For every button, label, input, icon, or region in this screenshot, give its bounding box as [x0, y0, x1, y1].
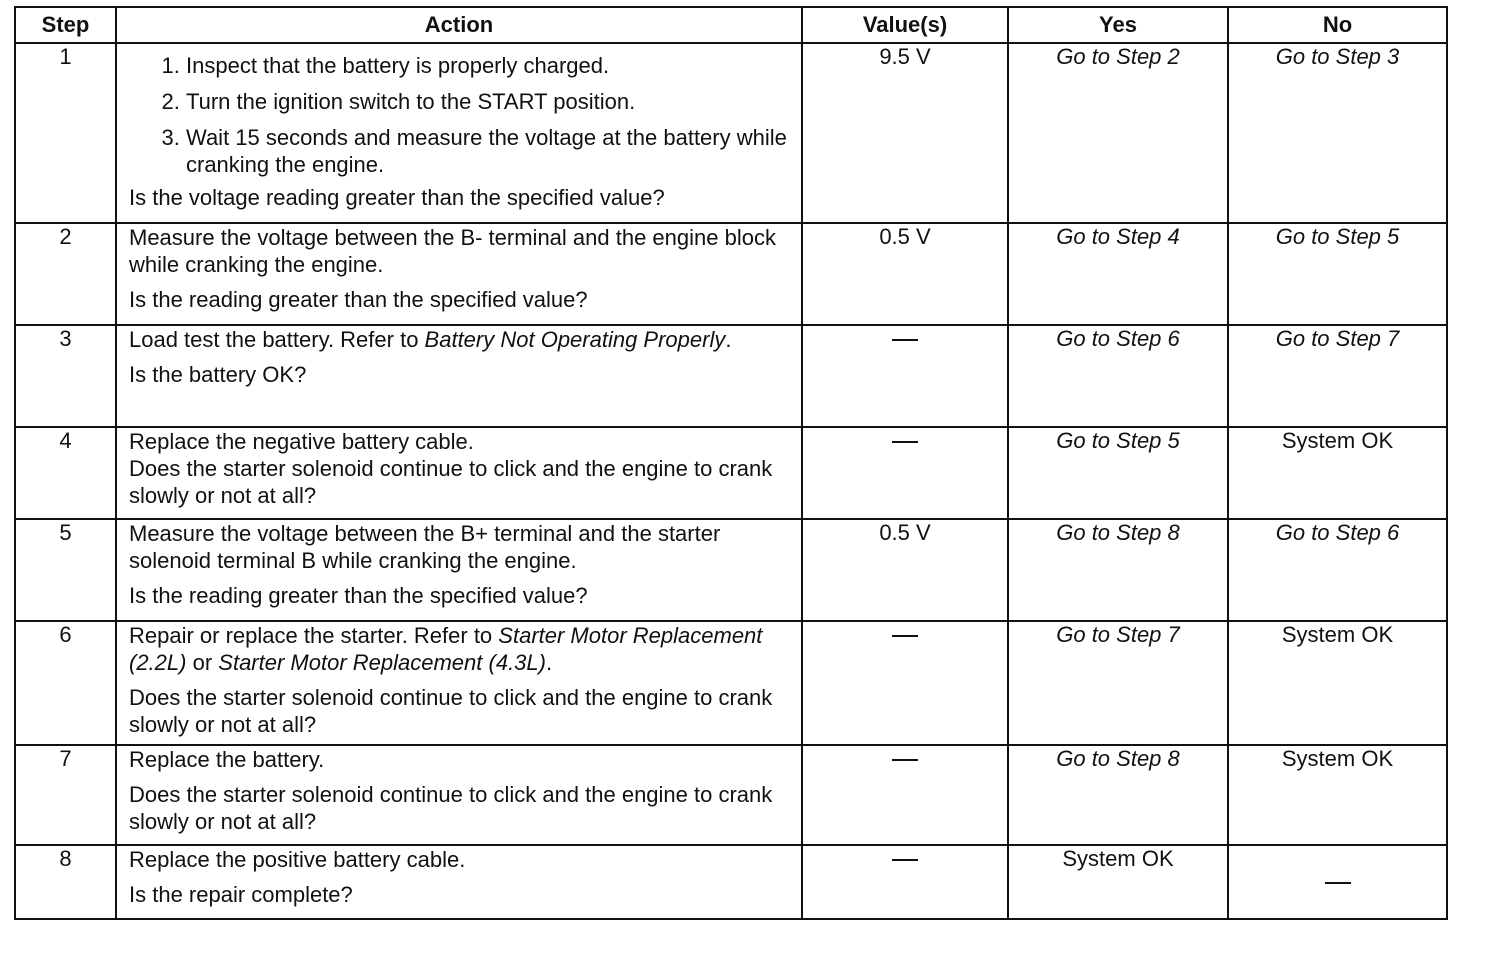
dash-mark: [892, 441, 918, 443]
no-result: System OK: [1228, 621, 1447, 745]
dash-mark: [892, 339, 918, 341]
action-text: Replace the positive battery cable.: [129, 847, 466, 872]
table-row: [15, 519, 1447, 621]
action-question: Is the repair complete?: [129, 882, 353, 907]
no-result: Go to Step 5: [1228, 223, 1447, 325]
table-row: [15, 325, 1447, 427]
action-text-part: Load test the battery. Refer to: [129, 327, 425, 352]
value-cell: [802, 325, 1008, 427]
no-result: Go to Step 7: [1228, 325, 1447, 427]
no-result: System OK: [1228, 427, 1447, 519]
action-text: Measure the voltage between the B+ terminal and the starter solenoid terminal B while cranking the engine.: [129, 521, 721, 573]
action-question: Is the reading greater than the specified value?: [129, 583, 588, 608]
no-result: System OK: [1228, 745, 1447, 845]
table-row: [15, 43, 1447, 223]
action-text-part: or: [186, 650, 219, 675]
header-value: Value(s): [802, 7, 1008, 43]
action-text-part: Repair or replace the starter. Refer to: [129, 623, 499, 648]
value-cell: [802, 427, 1008, 519]
header-step: Step: [15, 7, 116, 43]
substep: 1. Inspect that the battery is properly charged.: [186, 52, 789, 79]
value-cell: [802, 845, 1008, 919]
step-number: 6: [15, 621, 116, 745]
action-text: Replace the negative battery cable.: [129, 429, 474, 454]
dash-mark: [1325, 882, 1351, 884]
step-number: 2: [15, 223, 116, 325]
table-row: [15, 223, 1447, 325]
header-row: [15, 7, 1447, 43]
value-cell: 0.5 V: [802, 519, 1008, 621]
yes-result: Go to Step 6: [1008, 325, 1228, 427]
step-number: 7: [15, 745, 116, 845]
table-row: [15, 745, 1447, 845]
header-no: No: [1228, 7, 1447, 43]
step-number: 1: [15, 43, 116, 223]
value-cell: [802, 745, 1008, 845]
action-cell: [116, 519, 802, 621]
substep: 2. Turn the ignition switch to the START position.: [186, 88, 789, 115]
action-text: Measure the voltage between the B- terminal and the engine block while cranking the engine.: [129, 225, 776, 277]
reference-link: Battery Not Operating Properly: [424, 327, 726, 352]
substep-list: [129, 52, 789, 178]
dash-mark: [892, 859, 918, 861]
action-text-part: .: [545, 650, 553, 675]
action-question: Is the reading greater than the specified value?: [129, 287, 588, 312]
yes-result: System OK: [1008, 845, 1228, 919]
step-number: 8: [15, 845, 116, 919]
action-text: Replace the battery.: [129, 747, 325, 772]
step-number: 4: [15, 427, 116, 519]
table-row: [15, 845, 1447, 919]
yes-result: Go to Step 2: [1008, 43, 1228, 223]
value-cell: 9.5 V: [802, 43, 1008, 223]
action-question: Does the starter solenoid continue to click and the engine to crank slowly or not at all?: [129, 782, 773, 834]
action-question: Does the starter solenoid continue to click and the engine to crank slowly or not at all?: [129, 685, 773, 737]
table-row: [15, 621, 1447, 745]
no-result: Go to Step 6: [1228, 519, 1447, 621]
yes-result: Go to Step 5: [1008, 427, 1228, 519]
action-cell: [116, 223, 802, 325]
dash-mark: [892, 759, 918, 761]
action-question: Does the starter solenoid continue to click and the engine to crank slowly or not at all?: [129, 456, 773, 508]
step-number: 3: [15, 325, 116, 427]
header-yes: Yes: [1008, 7, 1228, 43]
action-cell: [116, 745, 802, 845]
value-cell: [802, 621, 1008, 745]
action-cell: [116, 845, 802, 919]
action-cell: [116, 621, 802, 745]
no-result: [1228, 845, 1447, 919]
yes-result: Go to Step 4: [1008, 223, 1228, 325]
step-number: 5: [15, 519, 116, 621]
action-cell: [116, 427, 802, 519]
yes-result: Go to Step 8: [1008, 745, 1228, 845]
action-text: [129, 622, 789, 676]
reference-link: Starter Motor Replacement (4.3L): [218, 650, 546, 675]
reference-link: Starter Motor Replacement (2.2L): [129, 623, 763, 675]
yes-result: Go to Step 7: [1008, 621, 1228, 745]
dash-mark: [892, 635, 918, 637]
action-text: [129, 326, 789, 353]
action-cell: [116, 325, 802, 427]
no-result: Go to Step 3: [1228, 43, 1447, 223]
action-text-part: .: [725, 327, 732, 352]
yes-result: Go to Step 8: [1008, 519, 1228, 621]
diagnostic-table: [14, 6, 1448, 920]
header-action: Action: [116, 7, 802, 43]
value-cell: 0.5 V: [802, 223, 1008, 325]
action-question: Is the voltage reading greater than the specified value?: [129, 185, 665, 210]
substep: 3. Wait 15 seconds and measure the voltage at the battery while cranking the engine.: [186, 124, 789, 178]
action-question: Is the battery OK?: [129, 362, 307, 387]
action-cell: [116, 43, 802, 223]
table-row: [15, 427, 1447, 519]
